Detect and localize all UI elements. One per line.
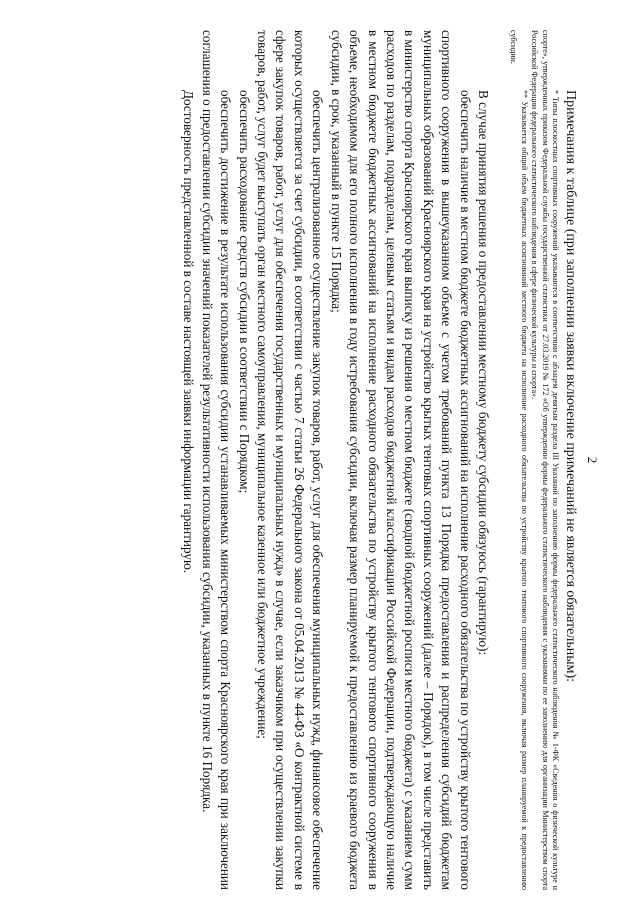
paragraph-spending: обеспечить расходование средств субсидии в соответствии с Порядком;: [236, 90, 252, 494]
spacer: [492, 30, 508, 890]
rotated-content: [40, 30, 600, 890]
notes-title: Примечания к таблице (при заполнении заявки включение примечаний не является обязательным):: [563, 90, 578, 683]
paragraph-guarantee: Достоверность представленной в составе настоящей заявки информации гарантирую.: [181, 90, 197, 574]
paragraph-results: обеспечить достижение в результате использования субсидии устанавливаемых министерством спорта Красноярского края при заключении соглашения о предоставлении субсидии значений показателей результативности использования субсидии, указанных в пункте 16 Порядка.: [199, 30, 234, 890]
footnote-2: ** Указывается общий объем бюджетных ассигнований местного бюджета на исполнение расходного обязательства по устройству крытого тентового спортивного сооружения, включая размер планируемой к предоставлению субсидии.: [509, 30, 529, 890]
paragraph-intro: В случае принятия решения о предоставлении местному бюджету субсидии обязуюсь (гарантирую):: [475, 90, 491, 656]
paragraph-budget: обеспечить наличие в местном бюджете бюджетных ассигнований на исполнение расходного обязательства по устройству крытого тентового спортивного сооружения в вышеуказанном объеме с учетом требований пункта 13 Порядка предоставления и распределения субсидий бюджетам муниципальных образований Красноярского края на устройство крытых тентовых спортивных сооружений (далее – Порядок), в том числе представить в министерство спорта Красноярского края выписку из решения о местном бюджете (сводной бюджетной росписи местного бюджета) с указанием сумм расходов по разделам, подразделам, целевым статьям и видам расходов бюджетной классификации Российской Федерации, подтверждающую наличие в местном бюджете бюджетных ассигнований на исполнение расходного обязательства по устройству крытого тентового спортивного сооружения в объеме, необходимом для его полного исполнения в году истребования субсидии, включая размер планируемой к предоставлению из краевого бюджета субсидии, в срок, указанный в пункте 15 Порядка;: [328, 30, 473, 890]
paragraph-procurement: обеспечить централизованное осуществление закупок товаров, работ, услуг для обеспечения муниципальных нужд, финансовое обеспечение которых осуществляется за счет субсидии, в соответствии с частью 7 статьи 26 Федерального закона от 05.04.2013 № 44-ФЗ «О контрактной системе в сфере закупок товаров, работ, услуг для обеспечения государственных и муниципальных нужд» в случае, если заказчиком при осуществлении закупки товаров, работ, услуг будет выступать орган местного самоуправления, муниципальное казенное или бюджетное учреждение;: [255, 30, 326, 890]
footnote-1: * Типы плоскостных спортивных сооружений указываются в соответствии с абзацем девятым раздела III Указаний по заполнению формы федерального статистического наблюдения № 1-ФК «Сведения о физической культуре и спорте», утвержденных приказом Федеральной службы государственной статистики от 27.03.2019 № 172 «Об утверждении формы федерального статистического наблюдения с указаниями по ее заполнению для организации Министерством спорта Российской Федерации федерального статистического наблюдения в сфере физической культуры и спорта».: [530, 30, 560, 890]
page-number: 2: [585, 456, 600, 464]
